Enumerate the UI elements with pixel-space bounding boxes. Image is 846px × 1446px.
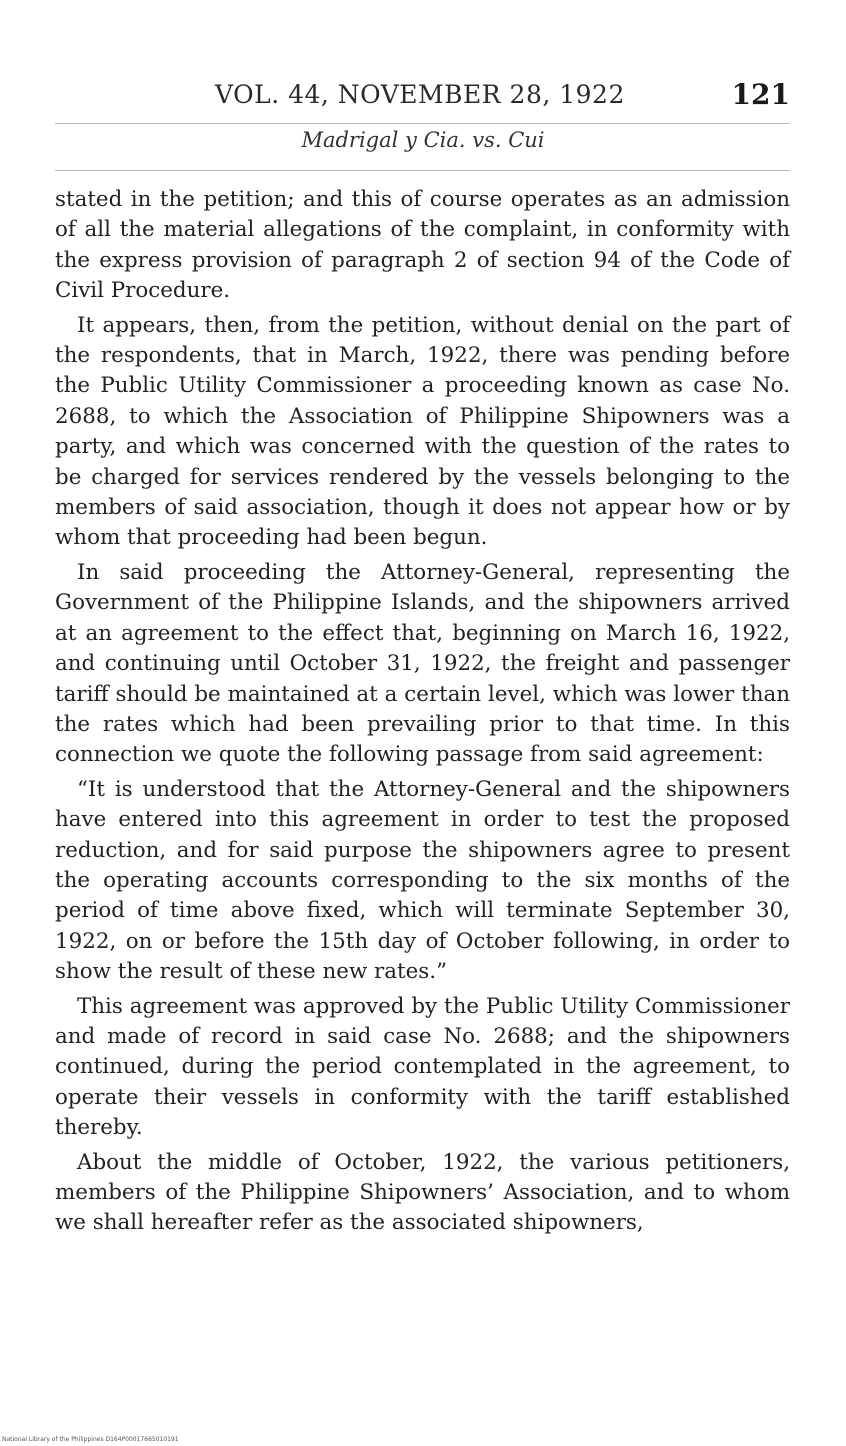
- running-head: VOL. 44, NOVEMBER 28, 1922: [215, 80, 625, 109]
- case-title: Madrigal y Cia. vs. Cui: [301, 128, 545, 152]
- paragraph-6: About the middle of October, 1922, the various petitioners, members of the Philippine Shipowners’ Association, and to whom we shall hereafter refer as the associated shipowners,: [55, 1149, 790, 1236]
- paragraph-3: In said proceeding the Attorney-General, representing the Government of the Philippine Islands, and the shipowners arrived at an agreement to the effect that, beginning on March 16, 1922, and continuing until October 31, 1922, the freight and passenger tariff should be maintained at a certain level, which was lower than the rates which had been prevailing prior to that time. In this connection we quote the following passage from said agreement:: [55, 559, 790, 768]
- header-rule-bottom: [55, 170, 790, 171]
- scan-footer-note: National Library of the Philippines D164P00017665010191: [2, 1436, 179, 1443]
- body-text: [55, 185, 790, 1243]
- page-number: 121: [731, 78, 790, 111]
- header-rule-top: [55, 123, 790, 124]
- paragraph-2: It appears, then, from the petition, without denial on the part of the respondents, that in March, 1922, there was pending before the Public Utility Commissioner a proceeding known as case No. 2688, to which the Association of Philippine Shipowners was a party, and which was concerned with the question of the rates to be charged for services rendered by the vessels belonging to the members of said association, though it does not appear how or by whom that proceeding had been begun.: [55, 312, 790, 551]
- running-header: [55, 80, 790, 116]
- paragraph-5: This agreement was approved by the Public Utility Commissioner and made of record in said case No. 2688; and the shipowners continued, during the period contemplated in the agreement, to operate their vessels in conformity with the tariff established thereby.: [55, 993, 790, 1141]
- paragraph-1: stated in the petition; and this of course operates as an admission of all the material allegations of the complaint, in conformity with the express provision of paragraph 2 of section 94 of the Code of Civil Procedure.: [55, 187, 790, 304]
- paragraph-4-quote: “It is understood that the Attorney-General and the shipowners have entered into this agreement in order to test the proposed reduction, and for said purpose the shipowners agree to present the operating accounts corresponding to the six months of the period of time above fixed, which will terminate September 30, 1922, on or before the 15th day of October following, in order to show the result of these new rates.”: [55, 776, 790, 985]
